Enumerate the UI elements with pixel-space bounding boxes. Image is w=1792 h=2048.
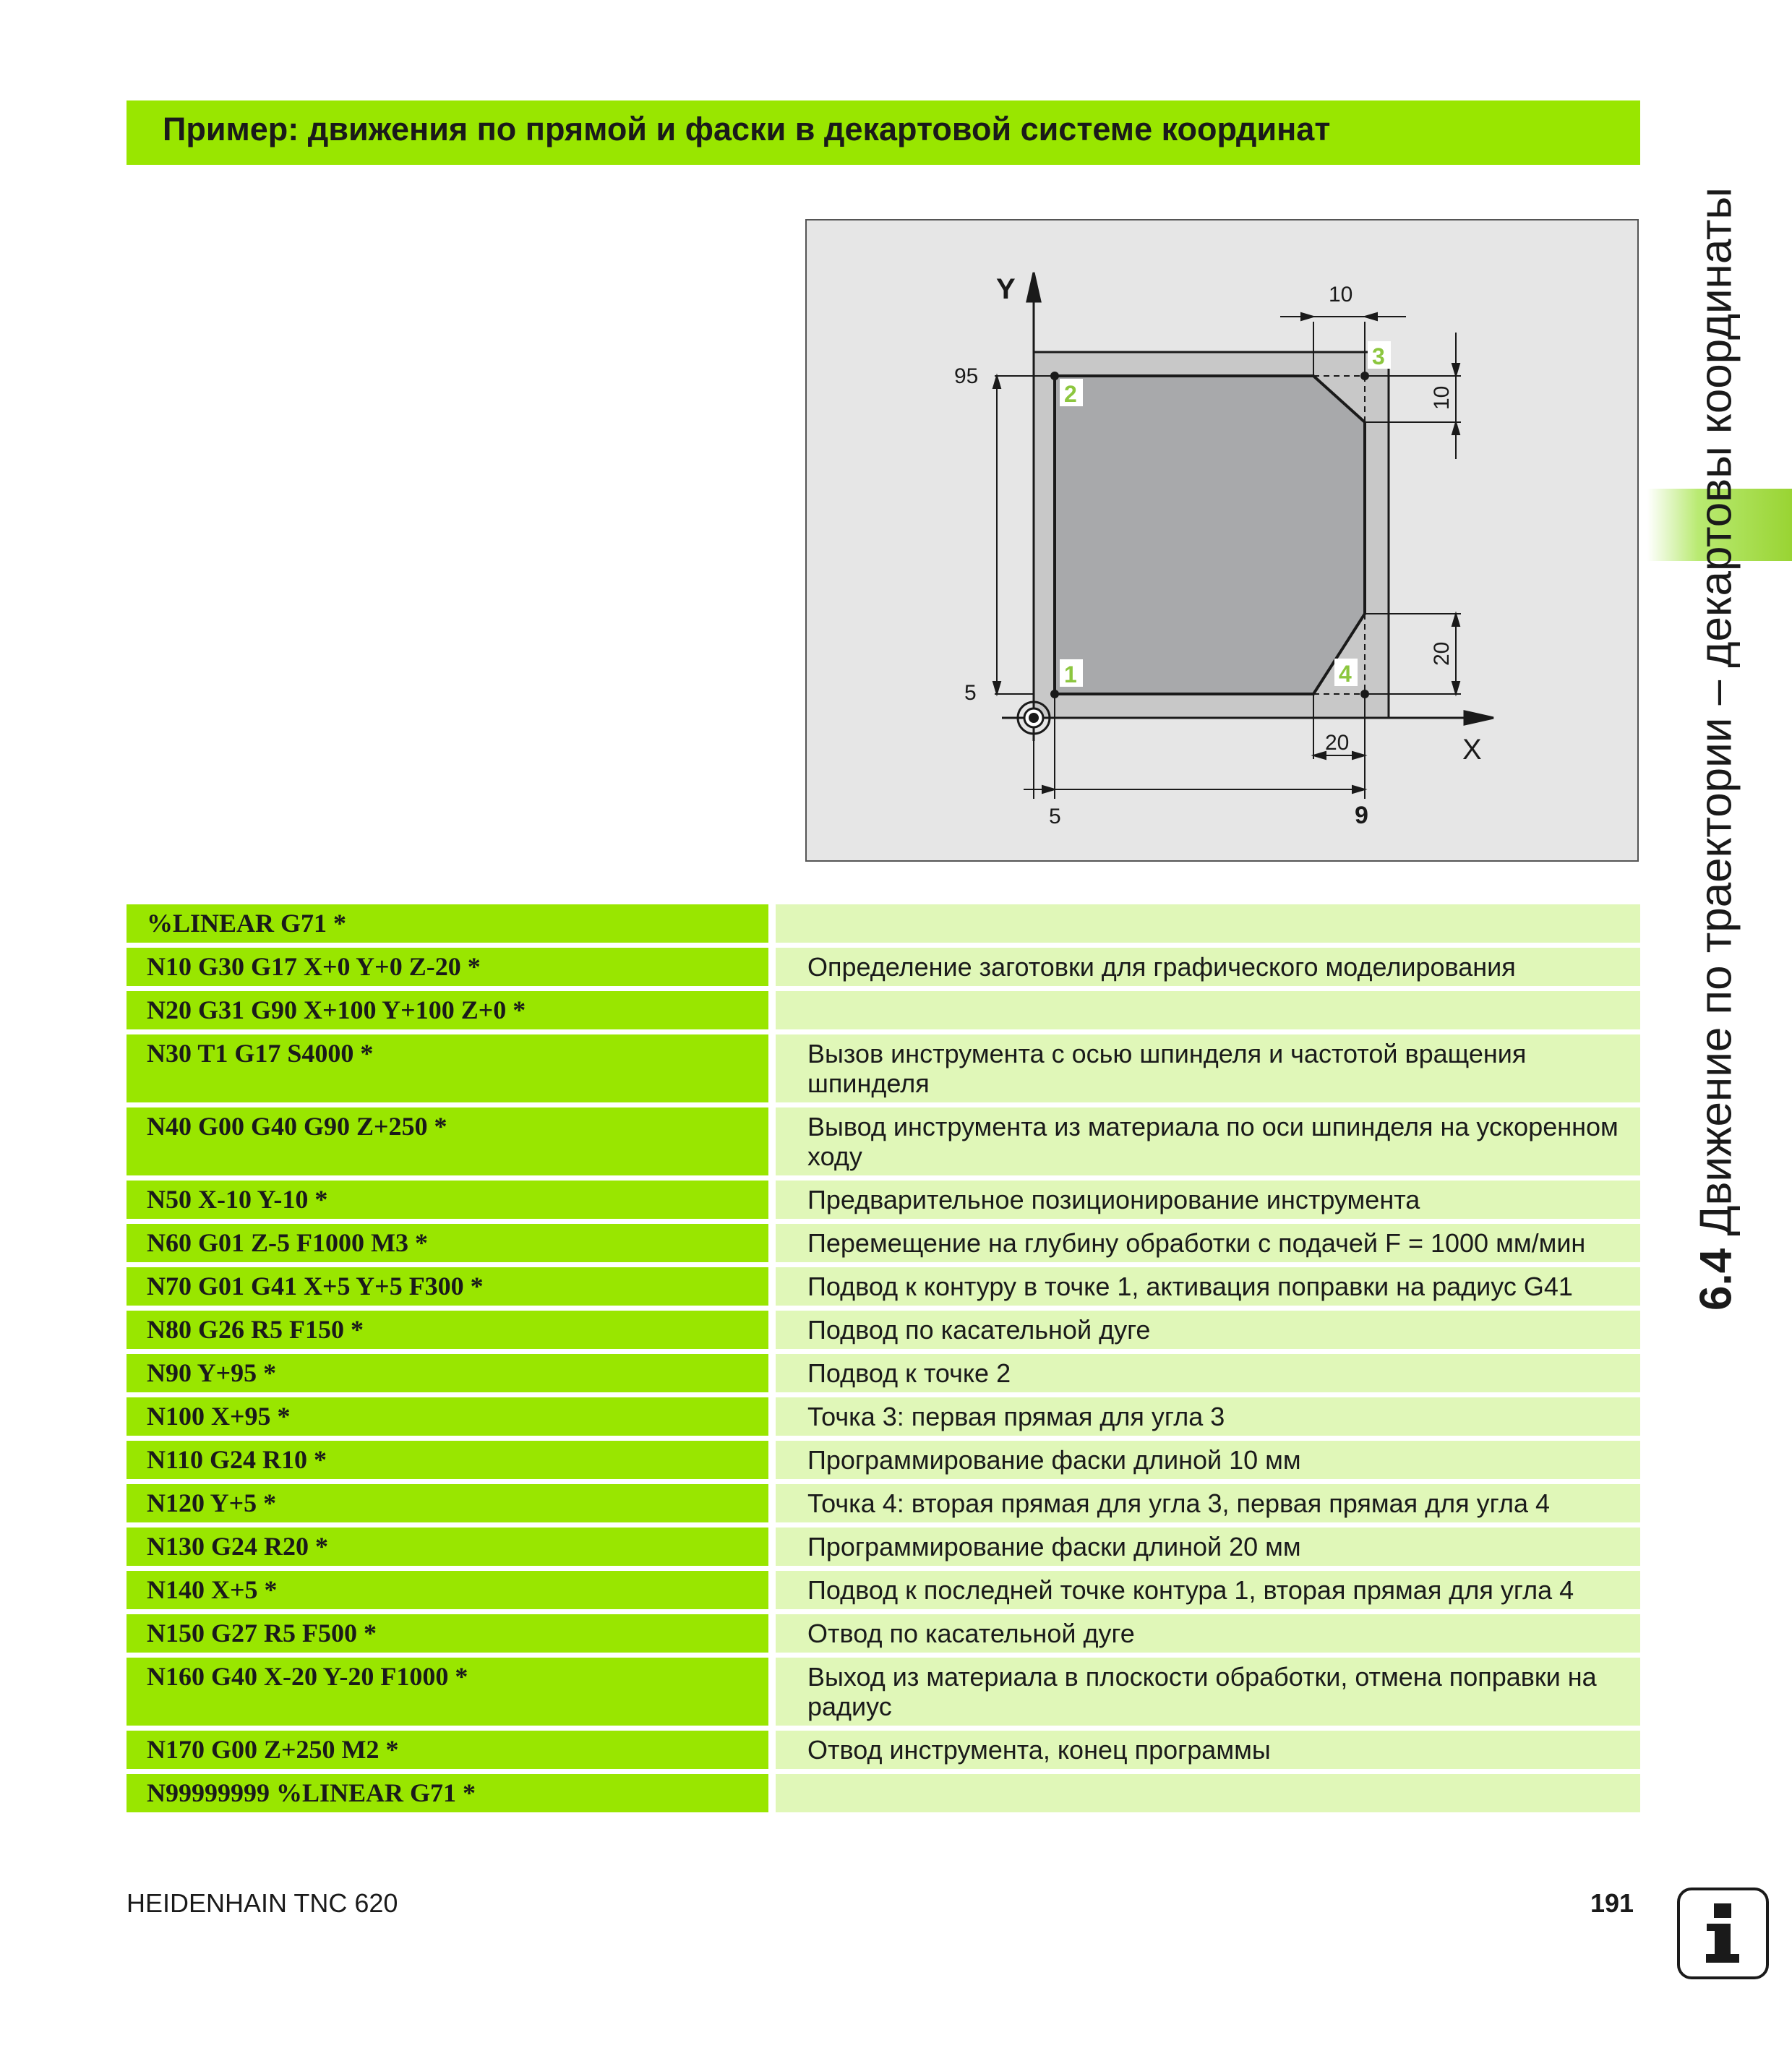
program-code: N60 G01 Z-5 F1000 M3 * (127, 1224, 768, 1262)
program-code: N130 G24 R20 * (127, 1528, 768, 1566)
table-row (127, 1034, 1640, 1102)
program-description: Выход из материала в плоскости обработки, отмена поправки на радиус (776, 1658, 1640, 1726)
dim-label-95: 95 (954, 364, 979, 388)
origin-dot (1029, 713, 1039, 723)
point-label-4: 4 (1339, 661, 1352, 687)
program-description: Подвод по касательной дуге (776, 1311, 1640, 1349)
table-row (127, 1311, 1640, 1349)
program-description (776, 904, 1640, 943)
program-description: Точка 3: первая прямая для угла 3 (776, 1397, 1640, 1436)
program-description: Отвод инструмента, конец программы (776, 1731, 1640, 1769)
point-label-3: 3 (1372, 343, 1385, 369)
dim-label-20-right: 20 (1430, 641, 1454, 666)
program-code: N30 T1 G17 S4000 * (127, 1034, 768, 1102)
table-row (127, 1774, 1640, 1812)
program-code: N50 X-10 Y-10 * (127, 1181, 768, 1219)
program-description: Подвод к контуру в точке 1, активация поправки на радиус G41 (776, 1267, 1640, 1306)
program-description: Программирование фаски длиной 10 мм (776, 1441, 1640, 1479)
page-number: 191 (1590, 1888, 1634, 1918)
table-row (127, 1571, 1640, 1609)
program-code: N150 G27 R5 F500 * (127, 1614, 768, 1653)
dim-label-20-bottom: 20 (1325, 731, 1350, 755)
program-code: N80 G26 R5 F150 * (127, 1311, 768, 1349)
workpiece-contour (1055, 376, 1365, 694)
x-axis-label: X (1462, 734, 1482, 766)
chapter-number: 6.4 (1691, 1248, 1741, 1311)
contour-drawing (807, 220, 1637, 860)
y-axis-label: Y (996, 273, 1016, 305)
chapter-title-text: Движение по траектории – декартовы координаты (1691, 187, 1741, 1236)
table-row (127, 1484, 1640, 1522)
program-code: %LINEAR G71 * (127, 904, 768, 943)
program-description: Программирование фаски длиной 20 мм (776, 1528, 1640, 1566)
program-description: Вызов инструмента с осью шпинделя и частотой вращения шпинделя (776, 1034, 1640, 1102)
program-description: Отвод по касательной дуге (776, 1614, 1640, 1653)
table-row (127, 948, 1640, 986)
section-title-bar (127, 100, 1640, 165)
program-description: Определение заготовки для графического моделирования (776, 948, 1640, 986)
table-row (127, 1354, 1640, 1392)
program-code: N120 Y+5 * (127, 1484, 768, 1522)
program-code: N20 G31 G90 X+100 Y+100 Z+0 * (127, 991, 768, 1029)
dim-label-95-x: 9 (1355, 802, 1368, 829)
point-label-1: 1 (1064, 661, 1077, 687)
footer-product: HEIDENHAIN TNC 620 (127, 1888, 398, 1918)
program-code: N10 G30 G17 X+0 Y+0 Z-20 * (127, 948, 768, 986)
chapter-side-title (1691, 187, 1742, 1311)
dim-label-5-y: 5 (964, 681, 977, 705)
x-axis-arrow (1465, 711, 1493, 724)
contour-figure (805, 219, 1639, 862)
program-code: N140 X+5 * (127, 1571, 768, 1609)
page-title: Пример: движения по прямой и фаски в декартовой системе координат (163, 111, 1331, 147)
table-row (127, 1397, 1640, 1436)
program-code: N99999999 %LINEAR G71 * (127, 1774, 768, 1812)
program-code: N40 G00 G40 G90 Z+250 * (127, 1107, 768, 1175)
table-row (127, 1224, 1640, 1262)
program-code: N160 G40 X-20 Y-20 F1000 * (127, 1658, 768, 1726)
program-description (776, 991, 1640, 1029)
y-axis-arrow (1027, 273, 1040, 301)
program-description: Подвод к последней точке контура 1, вторая прямая для угла 4 (776, 1571, 1640, 1609)
dim-label-10-right: 10 (1430, 385, 1454, 410)
program-code: N170 G00 Z+250 M2 * (127, 1731, 768, 1769)
info-glyph (1680, 1890, 1766, 1976)
table-row (127, 991, 1640, 1029)
program-description: Перемещение на глубину обработки с подачей F = 1000 мм/мин (776, 1224, 1640, 1262)
dim-label-5-x: 5 (1049, 805, 1061, 828)
program-description (776, 1774, 1640, 1812)
point-label-2: 2 (1064, 381, 1077, 407)
table-row (127, 904, 1640, 943)
program-code: N70 G01 G41 X+5 Y+5 F300 * (127, 1267, 768, 1306)
program-description: Точка 4: вторая прямая для угла 3, первая прямая для угла 4 (776, 1484, 1640, 1522)
table-row (127, 1267, 1640, 1306)
table-row (127, 1528, 1640, 1566)
nc-program-table (127, 899, 1640, 1817)
program-description: Подвод к точке 2 (776, 1354, 1640, 1392)
table-row (127, 1181, 1640, 1219)
table-row (127, 1614, 1640, 1653)
program-description: Предварительное позиционирование инструмента (776, 1181, 1640, 1219)
program-description: Вывод инструмента из материала по оси шпинделя на ускоренном ходу (776, 1107, 1640, 1175)
program-code: N90 Y+95 * (127, 1354, 768, 1392)
table-row (127, 1658, 1640, 1726)
table-row (127, 1441, 1640, 1479)
dim-label-10-top: 10 (1329, 283, 1353, 307)
info-icon[interactable] (1677, 1888, 1769, 1979)
program-code: N100 X+95 * (127, 1397, 768, 1436)
table-row (127, 1107, 1640, 1175)
table-row (127, 1731, 1640, 1769)
program-code: N110 G24 R10 * (127, 1441, 768, 1479)
